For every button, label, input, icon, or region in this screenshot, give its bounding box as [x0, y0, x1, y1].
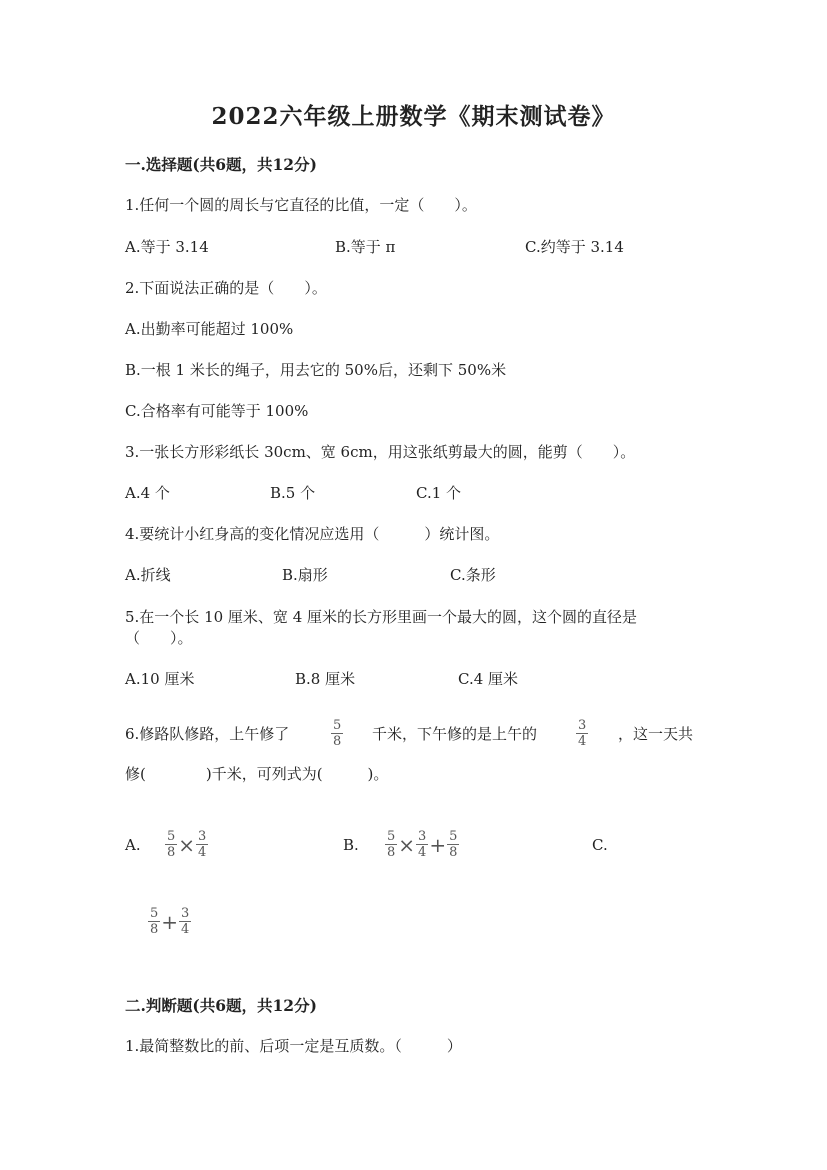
judgment-question-1-text: 1.最简整数比的前、后项一定是互质数。（ ）	[125, 1037, 462, 1055]
question-5-option-b: B.8 厘米	[295, 670, 356, 688]
fraction-numerator: 5	[333, 718, 342, 733]
question-6-option-a-label: A.	[125, 836, 141, 854]
fraction-5-8	[331, 718, 343, 749]
question-6-option-a-expression	[165, 829, 208, 860]
fraction-denominator: 4	[578, 734, 587, 749]
question-6-part2: 千米，下午修的是上午的	[372, 725, 538, 743]
question-2-option-a: A.出勤率可能超过 100%	[125, 320, 294, 338]
question-4-option-a: A.折线	[125, 566, 171, 584]
fraction-numerator: 3	[198, 829, 207, 844]
question-4-text: 4.要统计小红身高的变化情况应选用（ ）统计图。	[125, 525, 500, 543]
multiply-operator: ×	[398, 832, 416, 857]
fraction-denominator: 8	[167, 845, 176, 860]
fraction-denominator: 4	[198, 845, 207, 860]
fraction-denominator: 8	[333, 734, 342, 749]
fraction-numerator: 5	[167, 829, 176, 844]
section-2-heading: 二.判断题(共6题，共12分)	[125, 996, 317, 1015]
question-1-option-b: B.等于 π	[335, 238, 396, 256]
question-4-option-c: C.条形	[450, 566, 496, 584]
question-5-option-a: A.10 厘米	[125, 670, 195, 688]
question-6-part3: ，这一天共	[618, 725, 694, 743]
question-5-option-c: C.4 厘米	[458, 670, 519, 688]
question-1-text: 1.任何一个圆的周长与它直径的比值，一定（ ）。	[125, 196, 477, 214]
fraction-numerator: 5	[449, 829, 458, 844]
fraction-denominator: 8	[449, 845, 458, 860]
question-3-text: 3.一张长方形彩纸长 30cm、宽 6cm，用这张纸剪最大的圆，能剪（ ）。	[125, 443, 636, 461]
fraction-numerator: 3	[578, 718, 587, 733]
question-3-option-c: C.1 个	[416, 484, 462, 502]
question-6-line2: 修( )千米，可列式为( )。	[125, 765, 389, 783]
question-2-text: 2.下面说法正确的是（ ）。	[125, 279, 327, 297]
question-1-option-c: C.约等于 3.14	[525, 238, 624, 256]
section-1-heading: 一.选择题(共6题，共12分)	[125, 155, 317, 174]
fraction-numerator: 5	[387, 829, 396, 844]
multiply-operator: ×	[178, 832, 196, 857]
question-5-text-line2: （ ）。	[125, 629, 193, 647]
fraction-numerator: 3	[418, 829, 427, 844]
question-6-part1: 6.修路队修路，上午修了	[125, 725, 290, 743]
page-title: 2022六年级上册数学《期末测试卷》	[211, 103, 616, 130]
plus-operator: +	[161, 909, 179, 934]
question-2-option-b: B.一根 1 米长的绳子，用去它的 50%后，还剩下 50%米	[125, 361, 507, 379]
question-6-option-c-label: C.	[592, 836, 608, 854]
question-3-option-b: B.5 个	[270, 484, 316, 502]
question-6-option-b-label: B.	[343, 836, 359, 854]
question-3-option-a: A.4 个	[125, 484, 170, 502]
question-5-text: 5.在一个长 10 厘米、宽 4 厘米的长方形里画一个最大的圆，这个圆的直径是	[125, 608, 638, 626]
fraction-3-4	[576, 718, 588, 749]
fraction-numerator: 3	[181, 906, 190, 921]
question-2-option-c: C.合格率有可能等于 100%	[125, 402, 309, 420]
fraction-denominator: 8	[387, 845, 396, 860]
fraction-denominator: 4	[181, 922, 190, 937]
plus-operator: +	[429, 832, 447, 857]
question-6-option-b-expression	[385, 829, 459, 860]
question-4-option-b: B.扇形	[282, 566, 328, 584]
fraction-denominator: 8	[150, 922, 159, 937]
question-6-option-c-expression	[148, 906, 191, 937]
fraction-numerator: 5	[150, 906, 159, 921]
question-1-option-a: A.等于 3.14	[125, 238, 209, 256]
fraction-denominator: 4	[418, 845, 427, 860]
